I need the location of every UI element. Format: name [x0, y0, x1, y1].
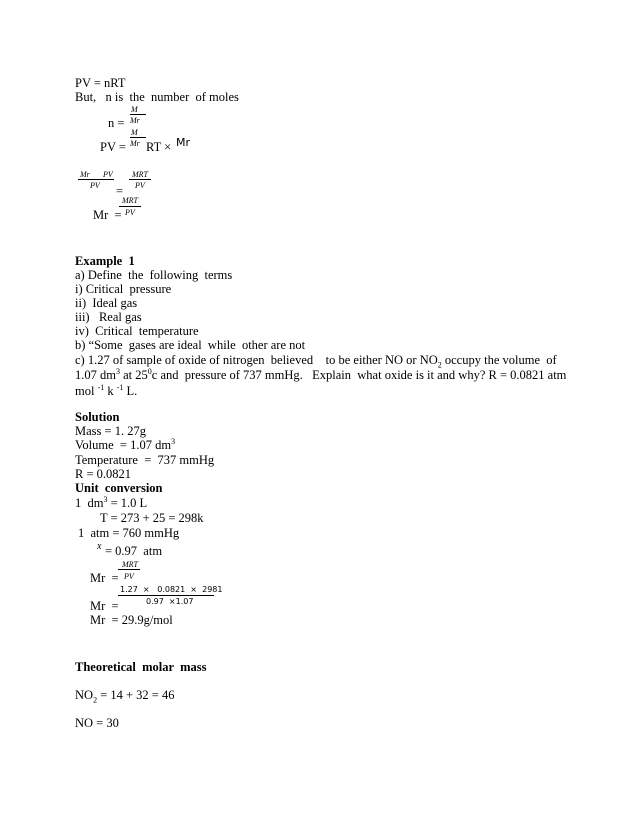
frac2-num: M	[131, 128, 138, 137]
question-b: b) “Some gases are ideal while other are not	[75, 338, 306, 352]
equals-sign: =	[116, 184, 124, 198]
frac2-den: Mr	[130, 139, 140, 148]
term-i: i) Critical pressure	[75, 282, 172, 296]
frac3-bar	[78, 179, 114, 180]
no2-a: NO	[75, 688, 94, 702]
frac5-den: PV	[125, 208, 135, 217]
no2-sub: 2	[93, 695, 98, 705]
uc-line3: 1 atm = 760 mmHg	[78, 526, 180, 540]
uc1-sup: 3	[103, 495, 108, 504]
c3-b: k	[104, 384, 117, 398]
term-iii: iii) Real gas	[75, 310, 142, 324]
frac4-bar	[129, 179, 151, 180]
solution-title: Solution	[75, 410, 120, 424]
c1-text: c) 1.27 of sample of oxide of nitrogen believed to be either NO or NO	[75, 353, 438, 367]
question-a: a) Define the following terms	[75, 268, 233, 282]
x-symbol: x	[97, 541, 102, 552]
pv-equals: PV =	[100, 140, 126, 154]
atm-line: = 0.97 atm	[105, 544, 163, 558]
frac6-bar	[118, 569, 140, 570]
volume-line	[75, 438, 175, 454]
no2-b: = 14 + 32 = 46	[97, 688, 175, 702]
question-c-line2	[75, 368, 566, 384]
frac6-den: PV	[124, 572, 134, 581]
c3-sup1: -1	[97, 383, 105, 392]
mass-line: Mass = 1. 27g	[75, 424, 146, 438]
frac2-bar	[130, 137, 146, 138]
frac1-bar	[130, 114, 146, 115]
no-line: NO = 30	[75, 716, 119, 730]
frac3-den: PV	[90, 181, 100, 190]
temperature-line: Temperature = 737 mmHg	[75, 453, 215, 467]
question-c-line3	[75, 384, 137, 400]
c2-sup1: 3	[115, 367, 120, 376]
uc1-b: = 1.0 L	[107, 496, 148, 510]
frac5-num: MRT	[122, 196, 138, 205]
mr-equals: Mr =	[93, 208, 122, 222]
c2-c: c and pressure of 737 mmHg. Explain what oxide is it and why? R = 0.0821 atm	[151, 368, 567, 382]
c3-a: mol	[75, 384, 98, 398]
frac3-num-mr: Mr	[80, 170, 90, 179]
uc-line2: T = 273 + 25 = 298k	[100, 511, 204, 525]
vol-a: Volume = 1.07 dm	[75, 438, 172, 452]
mr-line2: Mr =	[90, 599, 119, 613]
frac5-bar	[119, 206, 141, 207]
c3-sup2: -1	[116, 383, 124, 392]
c2-a: 1.07 dm	[75, 368, 116, 382]
uc-line1	[75, 496, 147, 512]
r-line: R = 0.0821	[75, 467, 132, 481]
frac1-num: M	[131, 105, 138, 114]
c3-c: L.	[123, 384, 138, 398]
mr-tag: Mr	[176, 136, 191, 149]
mr-line3: Mr = 29.9g/mol	[90, 613, 173, 627]
frac4-den: PV	[135, 181, 145, 190]
unit-conversion-title: Unit conversion	[75, 481, 163, 495]
c2-b: at 25	[119, 368, 148, 382]
moles-note: But, n is the number of moles	[75, 90, 239, 104]
vol-sup: 3	[171, 437, 176, 446]
c2-sup2: 0	[147, 367, 152, 376]
n-equals: n =	[108, 116, 125, 130]
frac7-den: 0.97 ×1.07	[146, 597, 194, 606]
c1-sub: 2	[437, 360, 442, 370]
no2-line	[75, 688, 174, 708]
frac7-num: 1.27 × 0.0821 × 2981	[120, 585, 223, 594]
example-title: Example 1	[75, 254, 135, 268]
term-ii: ii) Ideal gas	[75, 296, 138, 310]
uc1-a: 1 dm	[75, 496, 104, 510]
mr-line1: Mr =	[90, 571, 119, 585]
frac1-den: Mr	[130, 116, 140, 125]
frac4-num: MRT	[132, 170, 148, 179]
theoretical-title: Theoretical molar mass	[75, 660, 207, 674]
frac6-num: MRT	[122, 560, 138, 569]
term-iv: iv) Critical temperature	[75, 324, 199, 338]
frac3-num-pv: PV	[103, 170, 113, 179]
frac7-bar	[118, 595, 214, 596]
rt-times: RT ×	[146, 140, 172, 154]
c1-end: occupy the volume of	[441, 353, 557, 367]
eq-pv-nrt: PV = nRT	[75, 76, 126, 90]
